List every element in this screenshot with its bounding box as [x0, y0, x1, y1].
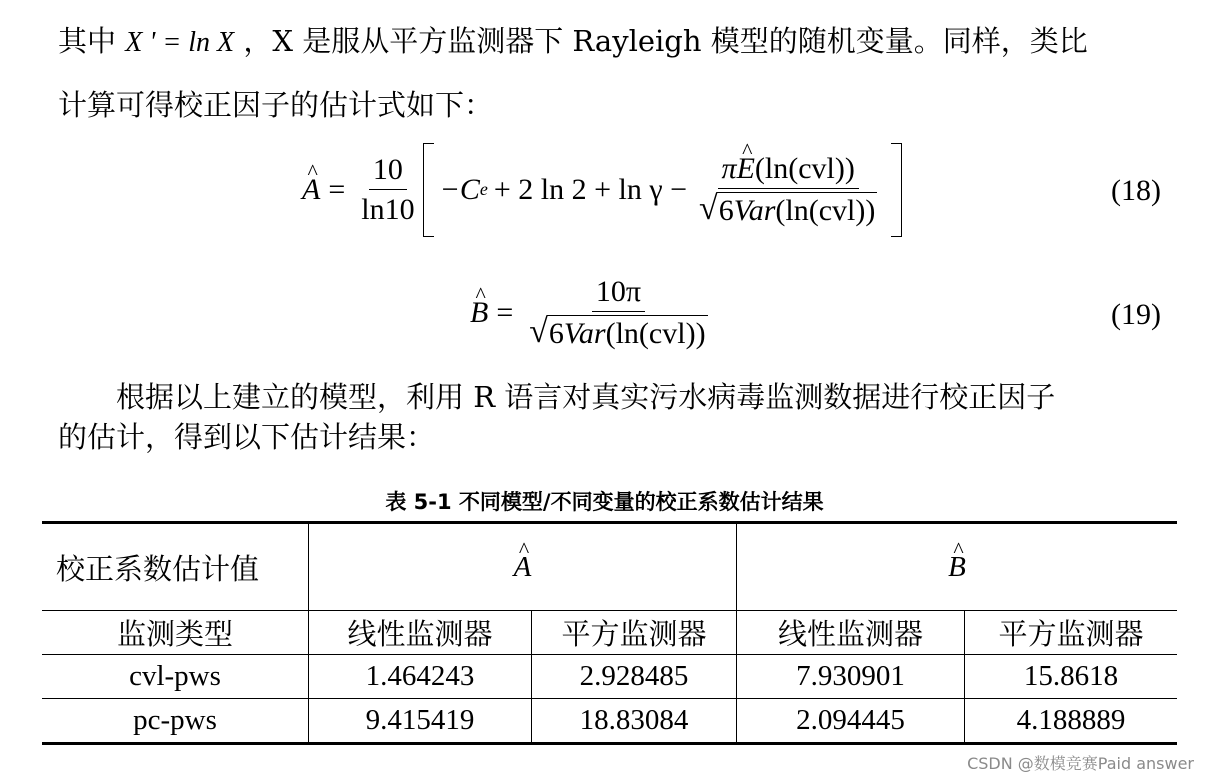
row-name: cvl-pws — [42, 655, 309, 699]
eq19-den-var: Var — [563, 317, 606, 350]
equation-18: ^ A = $\frac{10}{\ln 10}$ −C e + 2 ln 2 + ln γ − π^ E(ln(cvl)) √ 6Var(ln(cvl)) (18) — [0, 142, 1209, 237]
eq18-inner-e-hat: ^ E — [737, 152, 755, 186]
eq18-outer-numerator: 10 — [369, 153, 407, 190]
table-cell: 1.464243 — [309, 655, 532, 699]
eq18-left-bracket — [423, 143, 434, 237]
equation-19: ^ B = 10π √ 6Var(ln(cvl)) (19) — [0, 268, 1209, 358]
paragraph-1-line-1-rest: ，X 是服从平方监测器下 Rayleigh 模型的随机变量。同样，类比 — [243, 24, 1088, 58]
table-subheader-row — [42, 611, 1177, 655]
table-cell: 2.094445 — [737, 699, 965, 744]
eq18-den-var: Var — [733, 193, 776, 227]
subheader-cell: 线性监测器 — [737, 611, 965, 655]
table-cell: 9.415419 — [309, 699, 532, 744]
subheader-cell: 平方监测器 — [965, 611, 1178, 655]
eq18-inner-num-rest: (ln(cvl)) — [754, 151, 855, 185]
paragraph-1-prefix: 其中 — [58, 24, 117, 58]
row-header-label: 监测类型 — [42, 611, 309, 655]
eq18-den-rest: (ln(cvl)) — [775, 193, 876, 227]
table-cell: 4.188889 — [965, 699, 1178, 744]
paragraph-2-line-2: 的估计，得到以下估计结果： — [58, 420, 436, 454]
eq18-inner-pi: π — [721, 151, 737, 185]
table-row — [42, 699, 1177, 744]
eq18-den-six: 6 — [718, 193, 734, 227]
table-cell: 18.83084 — [532, 699, 737, 744]
table-caption: 表 5-1 不同模型/不同变量的校正系数估计结果 — [385, 490, 824, 514]
paragraph-1-line-2: 计算可得校正因子的估计式如下： — [58, 88, 494, 122]
eq19-numerator: 10π — [592, 275, 645, 312]
eq19-lhs-b-hat: ^ B — [470, 296, 488, 330]
eq19-den-six: 6 — [548, 317, 564, 350]
eq18-term-ce: −C — [439, 172, 480, 206]
results-table — [42, 521, 1177, 745]
inline-math-x-prime: X ' = ln X — [125, 27, 235, 58]
eq18-lhs-a-hat: ^ A — [302, 173, 320, 207]
subheader-cell: 平方监测器 — [532, 611, 737, 655]
table-cell: 7.930901 — [737, 655, 965, 699]
eq18-outer-fraction — [357, 153, 418, 227]
subheader-cell: 线性监测器 — [309, 611, 532, 655]
eq19-fraction — [525, 275, 711, 351]
header-label: 校正系数估计值 — [56, 553, 260, 586]
eq18-middle-terms: + 2 ln 2 + ln γ − — [493, 172, 688, 206]
eq18-right-bracket — [891, 143, 902, 237]
eq18-outer-denominator: ln10 — [361, 192, 415, 226]
table-row — [42, 655, 1177, 699]
eq18-term-ce-subscript: e — [479, 179, 488, 199]
eq18-inner-fraction — [695, 152, 881, 228]
table-cell: 2.928485 — [532, 655, 737, 699]
group-b-header: ^ B — [737, 523, 1178, 611]
eq19-sqrt: √ 6Var(ln(cvl)) — [529, 313, 706, 350]
eq18-sqrt: √ 6Var(ln(cvl)) — [699, 189, 876, 227]
group-a-header: ^ A — [309, 523, 737, 611]
equation-19-number: (19) — [1111, 298, 1161, 331]
table-cell: 15.8618 — [965, 655, 1178, 699]
equation-18-number: (18) — [1111, 174, 1161, 207]
table-header-row — [42, 523, 1177, 611]
paragraph-1-line-1 — [58, 26, 1161, 58]
watermark: CSDN @数模竞赛Paid answer — [967, 754, 1194, 773]
eq19-den-rest: (ln(cvl)) — [605, 317, 706, 350]
paragraph-2-line-1: 根据以上建立的模型，利用 R 语言对真实污水病毒监测数据进行校正因子 — [116, 380, 1056, 414]
row-name: pc-pws — [42, 699, 309, 744]
